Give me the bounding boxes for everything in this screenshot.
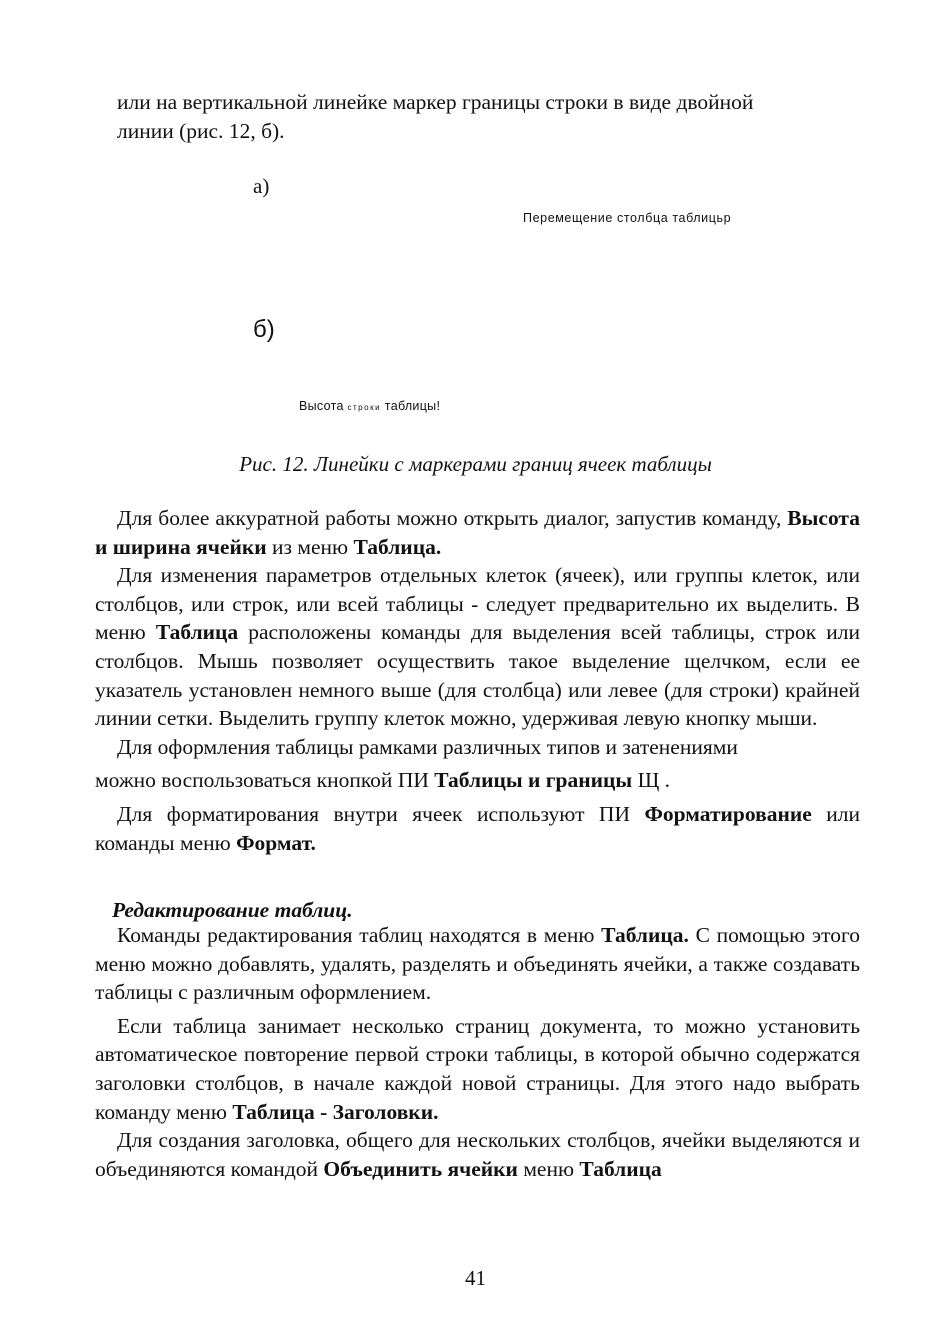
para2-text-1: Для изменения параметров отдельных клеток (ячеек), или группы клеток, или столбцов, или строк, или всей таблицы - следует предварительно их выделить. В меню — [95, 563, 860, 645]
caption-b-small: строки — [347, 403, 382, 412]
para4-text-2: или команды меню — [95, 801, 860, 855]
para4-text-1: Для форматирования внутри ячеек используют ПИ — [117, 801, 645, 826]
para4-bold-1: Форматирование — [644, 801, 812, 826]
body-text-lower — [95, 921, 860, 1183]
paragraph-formatting — [95, 800, 860, 857]
paragraph-dialog — [95, 504, 860, 561]
figure-label-a: а) — [253, 174, 270, 198]
caption-b-post: таблицы! — [381, 399, 441, 413]
para6-text-1: Если таблица занимает несколько страниц документа, то можно установить автоматическое повторение первой строки таблицы, в которой обычно содержатся заголовки столбцов, в начале каждой новой страницы. Для этого надо выбрать команду меню — [95, 1013, 860, 1124]
paragraph-edit-commands — [95, 921, 860, 1007]
para7-bold-2: Таблица — [579, 1156, 662, 1181]
para5-text-1: Команды редактирования таблиц находятся в меню — [117, 923, 602, 947]
page-number: 41 — [465, 1266, 486, 1290]
caption-b-pre: Высота — [299, 399, 348, 413]
figure-title: Рис. 12. Линейки с маркерами границ ячеек таблицы — [239, 452, 712, 476]
para3-text-1: можно воспользоваться кнопкой ПИ — [95, 768, 435, 793]
para7-text-2: меню — [517, 1156, 580, 1181]
intro-line-2: линии (рис. 12, б). — [117, 118, 285, 143]
paragraph-selection — [95, 561, 860, 733]
paragraph-merge-cells — [95, 1126, 860, 1183]
para4-bold-2: Формат. — [236, 830, 316, 855]
para5-text-2: С помощью этого меню можно добавлять, удалять, разделять и объединять ячейки, а также создавать таблицы с различным оформлением. — [95, 923, 860, 1005]
para6-bold-1: Таблица - Заголовки. — [232, 1099, 439, 1124]
para7-text-1: Для создания заголовка, общего для нескольких столбцов, ячейки выделяются и объединяются командой — [95, 1128, 860, 1181]
para3-bold-1: Таблицы и границы — [434, 768, 633, 793]
paragraph-borders-line-2 — [95, 766, 860, 795]
para1-text-2: из меню — [266, 534, 354, 559]
intro-line-1: или на вертикальной линейке маркер границы строки в виде двойной — [117, 90, 754, 114]
para2-text-2: расположены команды для выделения всей таблицы, строк или столбцов. Мышь позволяет осуществить такое выделение щелчком, если ее указатель установлен немного выше (для столбца) или левее (для строки) крайней линии сетки. Выделить группу клеток можно, удерживая левую кнопку мыши. — [95, 620, 860, 731]
para1-bold-2: Таблица. — [353, 534, 442, 559]
section-heading: Редактирование таблиц. — [112, 898, 353, 922]
para2-bold-1: Таблица — [155, 620, 239, 645]
para5-bold-1: Таблица. — [601, 923, 689, 947]
paragraph-repeat-header — [95, 1012, 860, 1126]
para1-text-1: Для более аккуратной работы можно открыть диалог, запустив команду, — [117, 506, 788, 530]
para1-bold-1: Высота и ширина ячейки — [95, 506, 860, 559]
paragraph-borders-line-1: Для оформления таблицы рамками различных типов и затенениями — [117, 734, 738, 759]
para7-bold-1: Объединить ячейки — [323, 1156, 518, 1181]
figure-caption-b — [299, 392, 440, 423]
figure-caption-a: Перемещение столбца таблицьр — [523, 211, 732, 225]
para3-text-2: Щ . — [632, 768, 671, 793]
intro-paragraph — [117, 88, 857, 145]
body-text-upper — [95, 504, 860, 857]
figure-label-b: б) — [253, 316, 275, 343]
